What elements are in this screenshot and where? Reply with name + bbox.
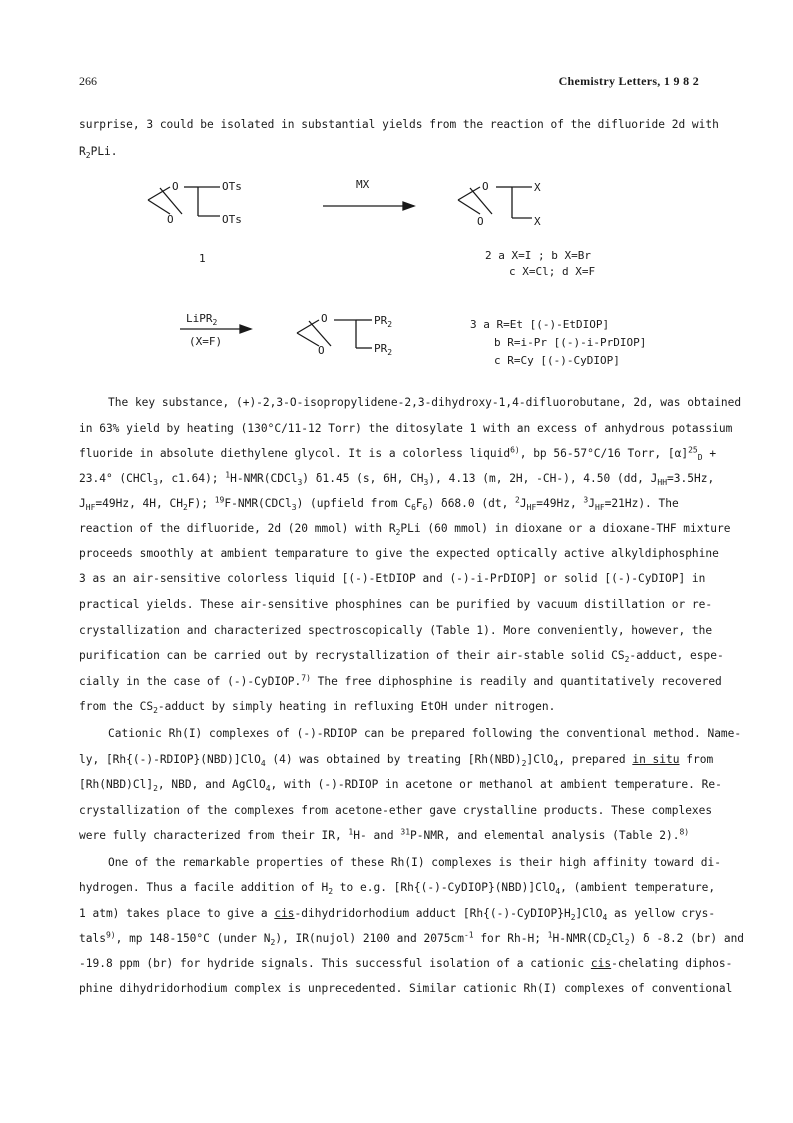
paragraph-1-line: 3 as an air-sensitive colorless liquid [(-)-EtDIOP and (-)-i-PrDIOP] or solid [(-)-CyDIOP] in (79, 572, 706, 585)
compound-1-label: 1 (199, 252, 206, 265)
phosphino-label: $PR_2$ (374, 314, 393, 329)
paragraph-1-line: proceeds smoothly at ambient temparature to give the expected optically active alkyldiphosphine (79, 547, 719, 560)
oxygen-label: O (172, 180, 179, 193)
paragraph-1-line: cially in the case of (-)-CyDIOP.$^{7)}$ The free diphosphine is readily and quantitatively recovered (79, 673, 722, 688)
tosylate-label: OTs (222, 180, 242, 193)
paragraph-2-line: crystallization of the complexes from acetone-ether gave crystalline products. These complexes (79, 804, 713, 817)
paragraph-2-line: ly, [Rh{(-)-RDIOP}(NBD)]ClO$_4$ (4) was obtained by treating $[Rh(NBD)_2]ClO_4$, prepared in situ from (79, 753, 714, 769)
reaction-scheme (0, 0, 793, 380)
oxygen-label: O (321, 312, 328, 325)
paragraph-2-line: $[Rh(NBD)Cl]_2$, NBD, and AgClO$_4$, with (-)-RDIOP in acetone or methanol at ambient temperature. Re- (79, 778, 722, 794)
compound-3-line: b R=i-Pr [(-)-i-PrDIOP] (494, 336, 647, 349)
paragraph-1-line: The key substance, (+)-2,3-O-isopropylidene-2,3-dihydroxy-1,4-difluorobutane, 2d, was obtained (108, 396, 742, 409)
reagent-mx: MX (356, 178, 370, 191)
paragraph-1-line: fluoride in absolute diethylene glycol. It is a colorless liquid$^{6)}$, bp 56-57°C/16 Torr, $[\alpha]^{25}_D$ + (79, 445, 717, 463)
paragraph-3-line: 1 atm) takes place to give a cis-dihydridorhodium adduct $[Rh\{(-)-CyDIOP\}H_2]ClO_4$ as yellow crys- (79, 907, 716, 923)
reagent-lipr2: LiPR$_2$ (186, 312, 218, 327)
page-number: 266 (79, 74, 97, 88)
paragraph-2-line: Cationic Rh(I) complexes of (-)-RDIOP can be prepared following the conventional method. Name- (108, 727, 742, 740)
intro-line-1: surprise, 3 could be isolated in substantial yields from the reaction of the difluoride 2d with (79, 118, 719, 131)
compound-3-line: c R=Cy [(-)-CyDIOP] (494, 354, 620, 367)
paragraph-3-line: phine dihydridorhodium complex is unprecedented. Similar cationic Rh(I) complexes of conventional (79, 982, 733, 995)
compound-3-line: 3 a R=Et [(-)-EtDIOP] (470, 318, 610, 331)
paragraph-1-line: in 63% yield by heating (130°C/11-12 Torr) the ditosylate 1 with an excess of anhydrous potassium (79, 422, 733, 435)
tosylate-label: OTs (222, 213, 242, 226)
paragraph-3-line: -19.8 ppm (br) for hydride signals. This successful isolation of a cationic cis-chelating diphos- (79, 957, 733, 970)
substituent-x: X (534, 215, 541, 228)
journal-title: Chemistry Letters, 1 9 8 2 (558, 74, 699, 88)
oxygen-label: O (482, 180, 489, 193)
oxygen-label: O (318, 344, 325, 357)
compound-2-line: c X=Cl; d X=F (509, 265, 596, 278)
paragraph-1-line: $J_{HF}=49Hz$, 4H, $CH_2F$); $^{19}$F-NMR(CDCl$_3$) (upfield from $C_6F_6$) δ68.0 (dt, $^2J_{HF}=49Hz$, $^3J_{HF}=21Hz$). The (79, 495, 679, 513)
phosphino-label: $PR_2$ (374, 342, 393, 357)
paragraph-2-line: were fully characterized from their IR, $^1$H- and $^{31}$P-NMR, and elemental analysis (Table 2).$^{8)}$ (79, 827, 690, 842)
paragraph-3-line: tals$^{9)}$, mp 148-150°C (under $N_2$), IR(nujol) 2100 and $2075cm^{-1}$ for Rh-H; $^1H-NMR(CD_2Cl_2)$ δ -8.2 (br) and (79, 930, 745, 948)
reagent-condition: (X=F) (189, 335, 223, 348)
paragraph-1-line: 23.4° (CHCl$_3$, c1.64); $^1$H-NMR(CDCl$_3$) δ1.45 (s, 6H, $CH_3$), 4.13 (m, 2H, -CH-), 4.50 (dd, $J_{HH}=3.5Hz$, (79, 470, 715, 488)
paragraph-1-line: crystallization and characterized spectroscopically (Table 1). More conveniently, however, the (79, 624, 713, 637)
oxygen-label: O (477, 215, 484, 228)
paragraph-1-line: practical yields. These air-sensitive phosphines can be purified by vacuum distillation or re- (79, 598, 713, 611)
paragraph-3-line: One of the remarkable properties of these Rh(I) complexes is their high affinity toward di- (108, 856, 721, 869)
substituent-x: X (534, 181, 541, 194)
paragraph-1-line: reaction of the difluoride, 2d (20 mmol) with $R_2PLi$ (60 mmol) in dioxane or a dioxane-THF mixture (79, 522, 731, 538)
paragraph-1-line: purification can be carried out by recrystallization of their air-stable solid $CS_2$-adduct, espe- (79, 649, 724, 665)
oxygen-label: O (167, 213, 174, 226)
compound-2-line: 2 a X=I ; b X=Br (485, 249, 591, 262)
paragraph-3-line: hydrogen. Thus a facile addition of $H_2$ to e.g. [Rh{(-)-CyDIOP}(NBD)]ClO$_4$, (ambient temperature, (79, 881, 716, 897)
paragraph-1-line: from the $CS_2$-adduct by simply heating in refluxing EtOH under nitrogen. (79, 700, 556, 716)
intro-line-2: $R_2PLi$. (79, 145, 118, 161)
